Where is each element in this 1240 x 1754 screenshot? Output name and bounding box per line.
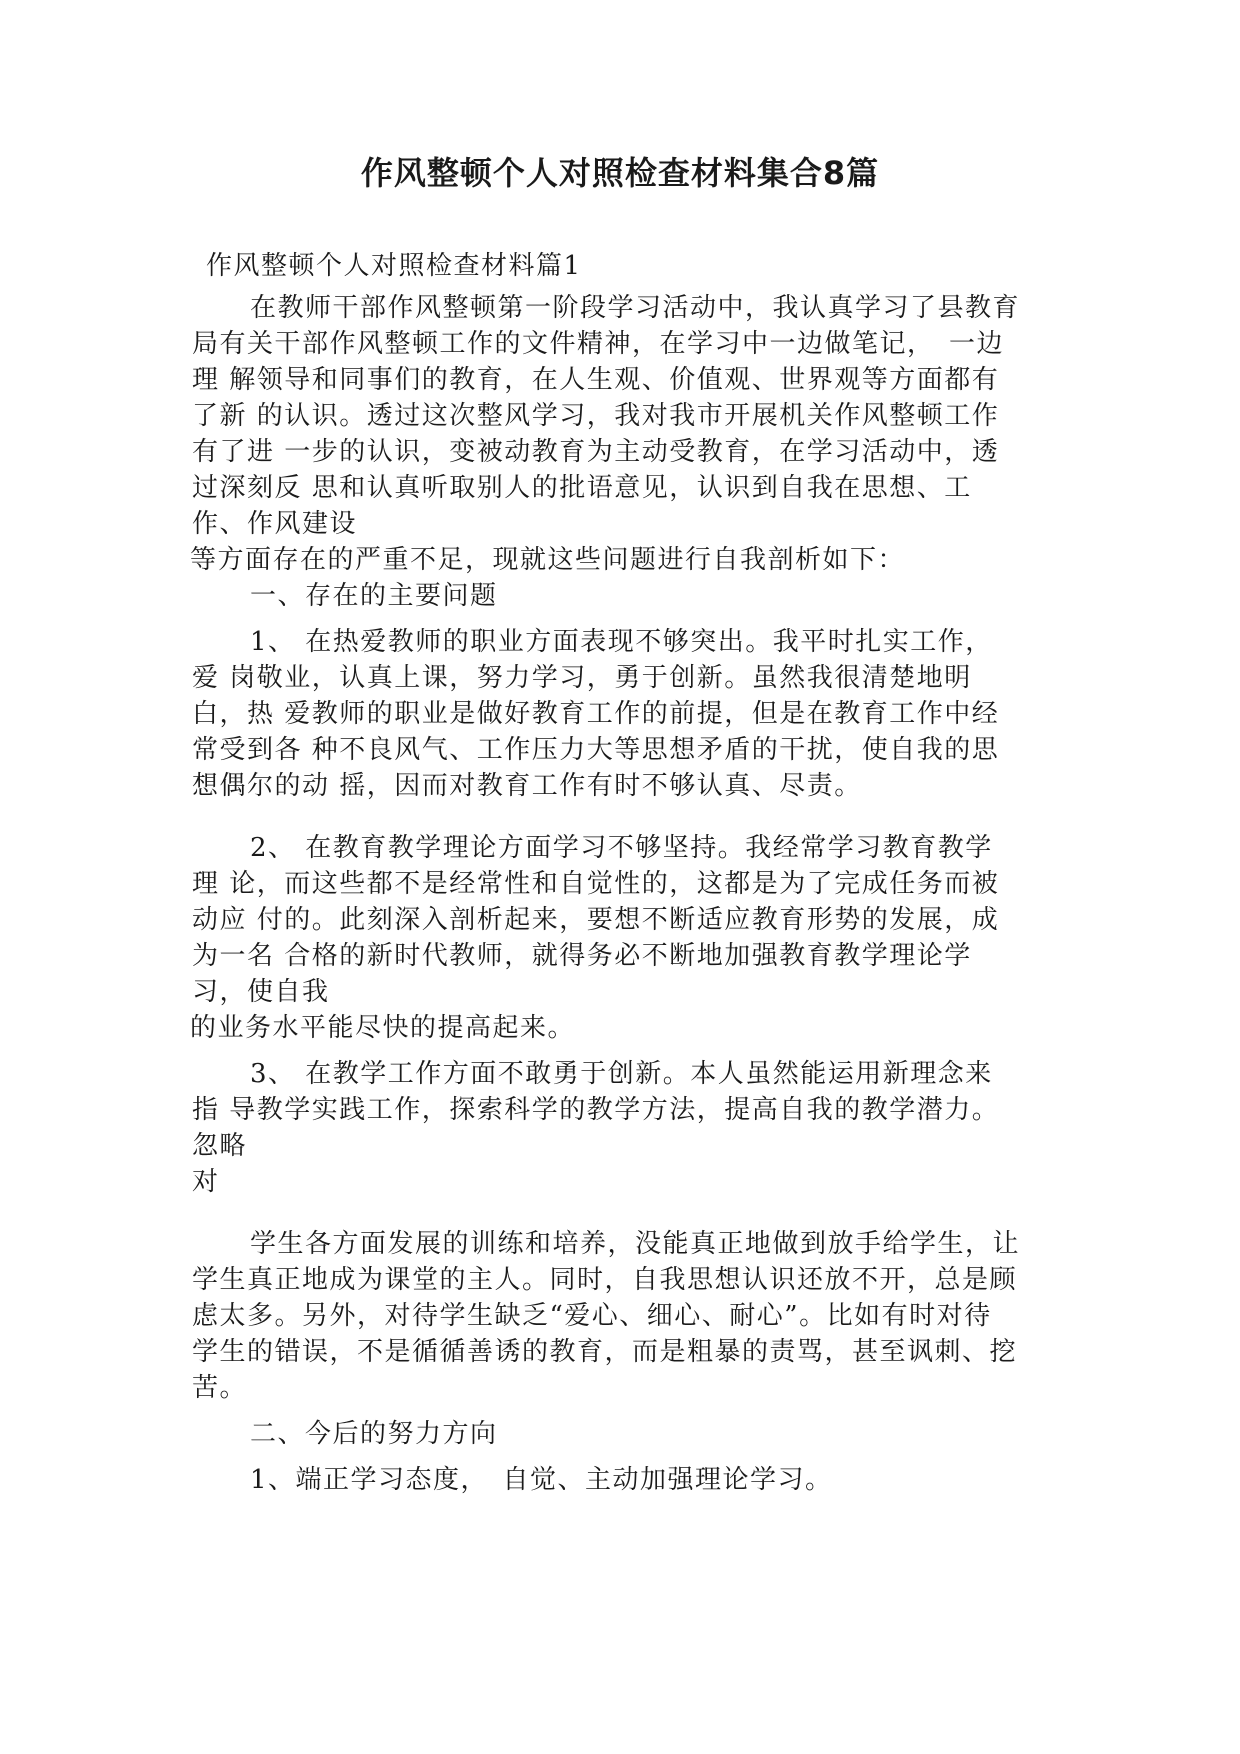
paragraph-line: 常受到各 种不良风气、工作压力大等思想矛盾的干扰，使自我的思 <box>192 735 1000 765</box>
paragraph-line: 忽略 <box>192 1131 248 1161</box>
paragraph-line: 等方面存在的严重不足，现就这些问题进行自我剖析如下： <box>190 545 906 575</box>
paragraph-line: 过深刻反 思和认真听取别人的批语意见，认识到自我在思想、工 <box>192 473 972 503</box>
paragraph-line: 对 <box>192 1167 220 1197</box>
paragraph-line: 的业务水平能尽快的提高起来。 <box>190 1013 576 1043</box>
paragraph-line: 2、 在教育教学理论方面学习不够坚持。我经常学习教育教学 <box>250 833 993 863</box>
paragraph-line: 虑太多。另外，对待学生缺乏“爱心、细心、耐心”。比如有时对待 <box>192 1301 992 1331</box>
paragraph-line: 学生的错误，不是循循善诱的教育，而是粗暴的责骂，甚至讽刺、挖 <box>192 1337 1018 1367</box>
paragraph-line: 为一名 合格的新时代教师，就得务必不断地加强教育教学理论学 <box>192 941 972 971</box>
paragraph-line: 理 论，而这些都不是经常性和自觉性的，这都是为了完成任务而被 <box>192 869 1000 899</box>
paragraph-line: 习，使自我 <box>192 977 330 1007</box>
paragraph-line: 1、 在热爱教师的职业方面表现不够突出。我平时扎实工作， <box>250 627 993 657</box>
paragraph-line: 有了进 一步的认识，变被动教育为主动受教育，在学习活动中，透 <box>192 437 1000 467</box>
paragraph-line: 白，热 爱教师的职业是做好教育工作的前提，但是在教育工作中经 <box>192 699 1000 729</box>
paragraph-line: 局有关干部作风整顿工作的文件精神，在学习中一边做笔记， 一边 <box>192 329 1005 359</box>
paragraph-line: 动应 付的。此刻深入剖析起来，要想不断适应教育形势的发展，成 <box>192 905 1000 935</box>
paragraph-line: 在教师干部作风整顿第一阶段学习活动中，我认真学习了县教育 <box>250 293 1021 323</box>
paragraph-line: 理 解领导和同事们的教育，在人生观、价值观、世界观等方面都有 <box>192 365 1000 395</box>
paragraph-line: 学生真正地成为课堂的主人。同时，自我思想认识还放不开，总是顾 <box>192 1265 1018 1295</box>
paragraph-line: 学生各方面发展的训练和培养，没能真正地做到放手给学生，让 <box>250 1229 1021 1259</box>
subsection-heading: 一、存在的主要问题 <box>250 581 498 611</box>
paragraph-line: 3、 在教学工作方面不敢勇于创新。本人虽然能运用新理念来 <box>250 1059 993 1089</box>
paragraph-line: 想偶尔的动 摇，因而对教育工作有时不够认真、尽责。 <box>192 771 862 801</box>
paragraph-line: 了新 的认识。透过这次整风学习，我对我市开展机关作风整顿工作 <box>192 401 1000 431</box>
paragraph-line: 爱 岗敬业，认真上课，努力学习，勇于创新。虽然我很清楚地明 <box>192 663 972 693</box>
paragraph-line: 指 导教学实践工作，探索科学的教学方法，提高自我的教学潜力。 <box>192 1095 1000 1125</box>
document-title: 作风整顿个人对照检查材料集合8篇 <box>360 154 880 192</box>
subsection-heading: 二、今后的努力方向 <box>250 1419 498 1449</box>
paragraph-line: 1、端正学习态度， 自觉、主动加强理论学习。 <box>250 1465 833 1495</box>
paragraph-line: 苦。 <box>192 1373 248 1403</box>
section-heading: 作风整顿个人对照检查材料篇1 <box>206 251 582 281</box>
paragraph-line: 作、作风建设 <box>192 509 358 539</box>
